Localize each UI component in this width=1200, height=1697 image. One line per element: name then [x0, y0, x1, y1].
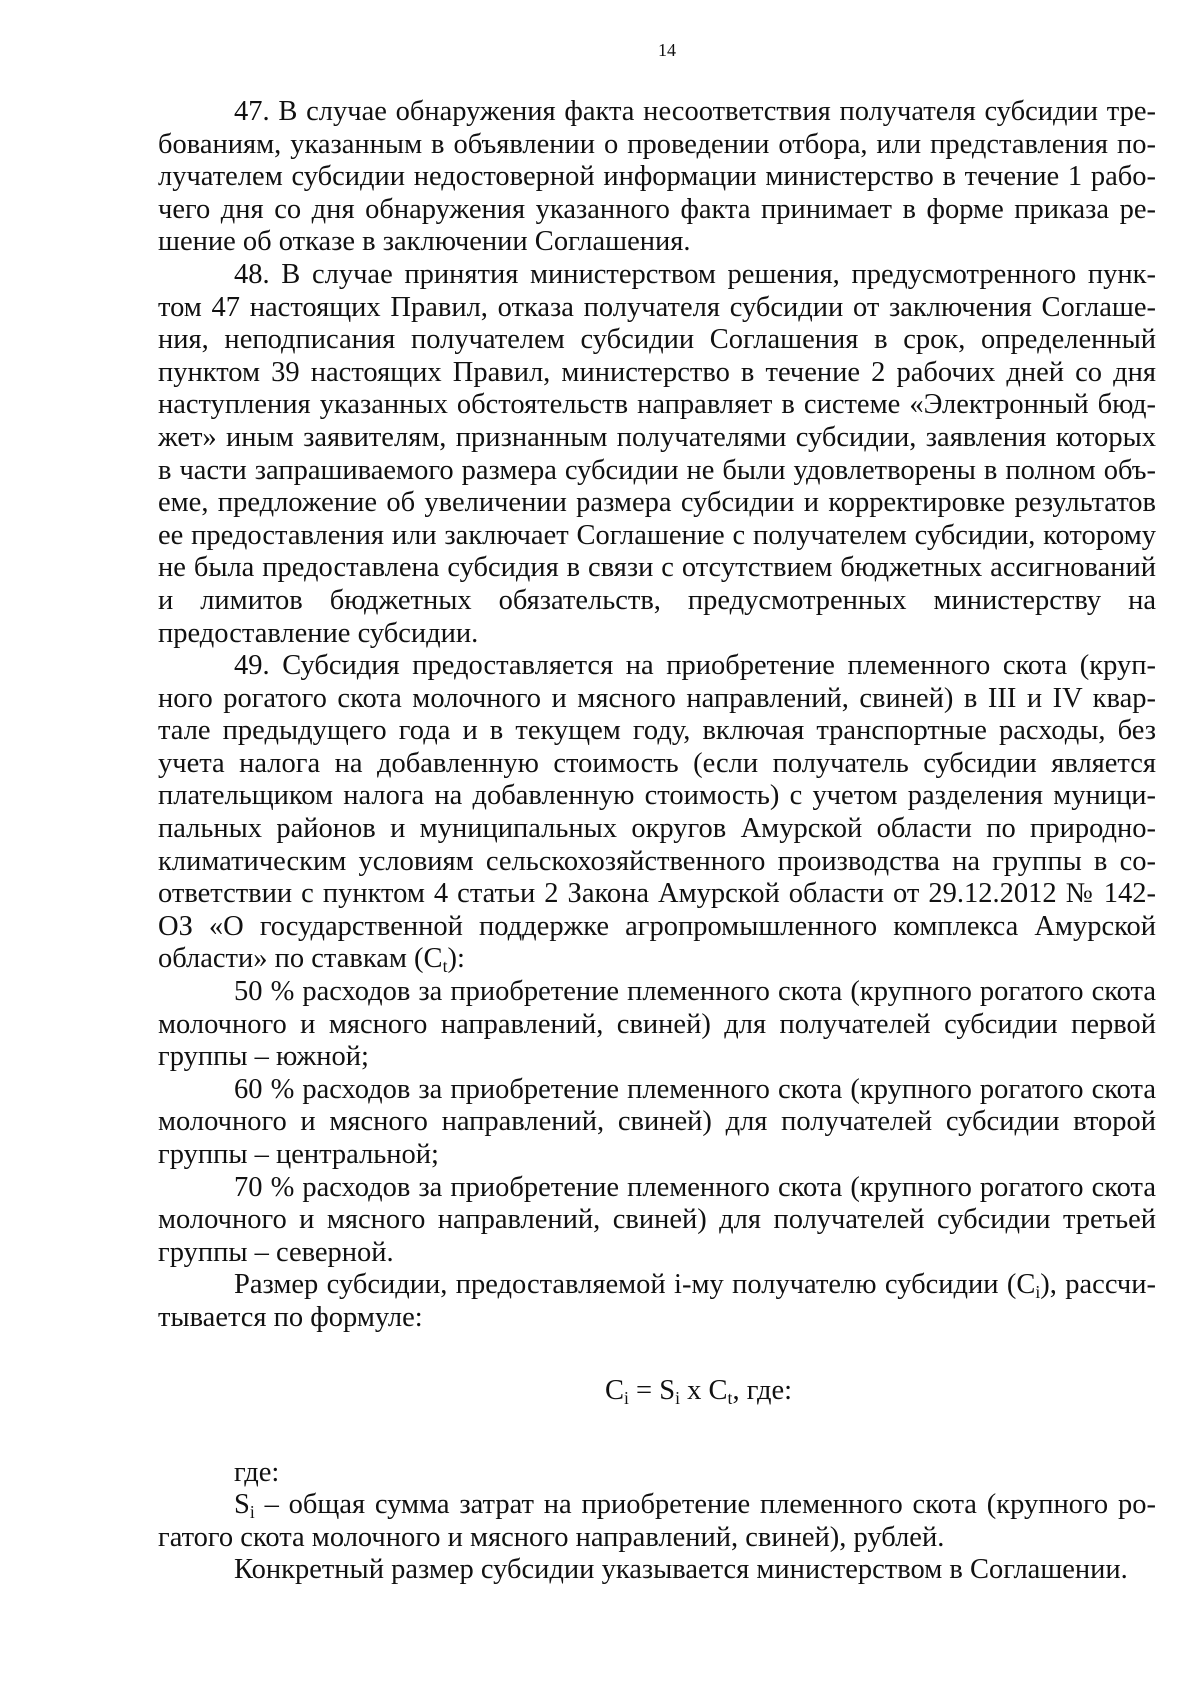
formula-tail: , где: [732, 1374, 793, 1406]
rate-central: 60 % расходов за приобретение племенного скота (крупного рогатого скота молочного и мясного направлений, свиней) для получателей субсидии второй группы – центральной; [158, 1073, 1156, 1170]
calculation-intro [158, 1269, 1156, 1334]
document-page [158, 40, 1156, 1587]
rate-subscript: t [442, 956, 448, 977]
final-paragraph: Конкретный размер субсидии указывается министерством в Соглашении. [234, 1554, 1128, 1586]
si-definition-s: S [234, 1489, 250, 1521]
paragraph-49 [158, 650, 1156, 976]
si-definition-text: – общая сумма затрат на приобретение племенного скота (крупного рогатого скота молочного и мясного направлений, свиней), рублей. [158, 1489, 1156, 1553]
calculation-intro-tail: ), рассчитывается по формуле: [158, 1269, 1156, 1333]
paragraph-48: 48. В случае принятия министерством решения, предусмотренного пунктом 47 настоящих Правил, отказа получателя субсидии от заключения Соглашения, неподписания получателем субсидии Соглашения в срок, определенный пунктом 39 настоящих Правил, министерство в течение 2 рабочих дней со дня наступления указанных обстоятельств направляет в системе «Электронный бюджет» иным заявителям, признанным получателями субсидии, заявления которых в части запрашиваемого размера субсидии не были удовлетворены в полном объеме, предложение об увеличении размера субсидии и корректировке результатов ее предоставления или заключает Соглашение с получателем субсидии, которому не была предоставлена субсидия в связи с отсутствием бюджетных ассигнований и лимитов бюджетных обязательств, предусмотренных министерству на предоставление субсидии. [158, 258, 1156, 649]
formula-x-c: x C [680, 1374, 728, 1406]
formula-ct-sub: t [727, 1387, 733, 1408]
calculation-intro-text: Размер субсидии, предоставляемой i-му получателю субсидии (C [234, 1269, 1036, 1301]
formula-eq-s: = S [628, 1374, 676, 1406]
subsidy-formula [158, 1375, 1156, 1407]
si-definition [158, 1489, 1156, 1554]
rate-southern: 50 % расходов за приобретение племенного скота (крупного рогатого скота молочного и мясного направлений, свиней) для получателей субсидии первой группы – южной; [158, 976, 1156, 1073]
where-label: где: [234, 1456, 280, 1488]
paragraph-47: 47. В случае обнаружения факта несоответствия получателя субсидии требованиям, указанным в объявлении о проведении отбора, или представления получателем субсидии недостоверной информации министерство в течение 1 рабочего дня со дня обнаружения указанного факта принимает в форме приказа решение об отказе в заключении Соглашения. [158, 96, 1156, 258]
rate-northern: 70 % расходов за приобретение племенного скота (крупного рогатого скота молочного и мясного направлений, свиней) для получателей субсидии третьей группы – северной. [158, 1171, 1156, 1268]
paragraph-49-text: 49. Субсидия предоставляется на приобретение племенного скота (крупного рогатого скота молочного и мясного направлений, свиней) в III и IV квартале предыдущего года и в текущем году, включая транспортные расходы, без учета налога на добавленную стоимость (если получатель субсидии является плательщиком налога на добавленную стоимость) с учетом разделения муниципальных районов и муниципальных округов Амурской области по природно-климатическим условиям сельскохозяйственного производства на группы в соответствии с пунктом 4 статьи 2 Закона Амурской области от 29.12.2012 № 142-ОЗ «О государственной поддержке агропромышленного комплекса Амурской области» по ставкам (C [158, 650, 1156, 975]
calculation-subscript: i [1035, 1282, 1041, 1303]
formula-c-sub: i [624, 1387, 629, 1408]
paragraph-49-tail: ): [447, 943, 465, 975]
formula-c: C [605, 1374, 625, 1406]
si-definition-sub: i [249, 1502, 255, 1523]
page-number: 14 [658, 40, 676, 60]
formula-s-sub: i [675, 1387, 681, 1408]
